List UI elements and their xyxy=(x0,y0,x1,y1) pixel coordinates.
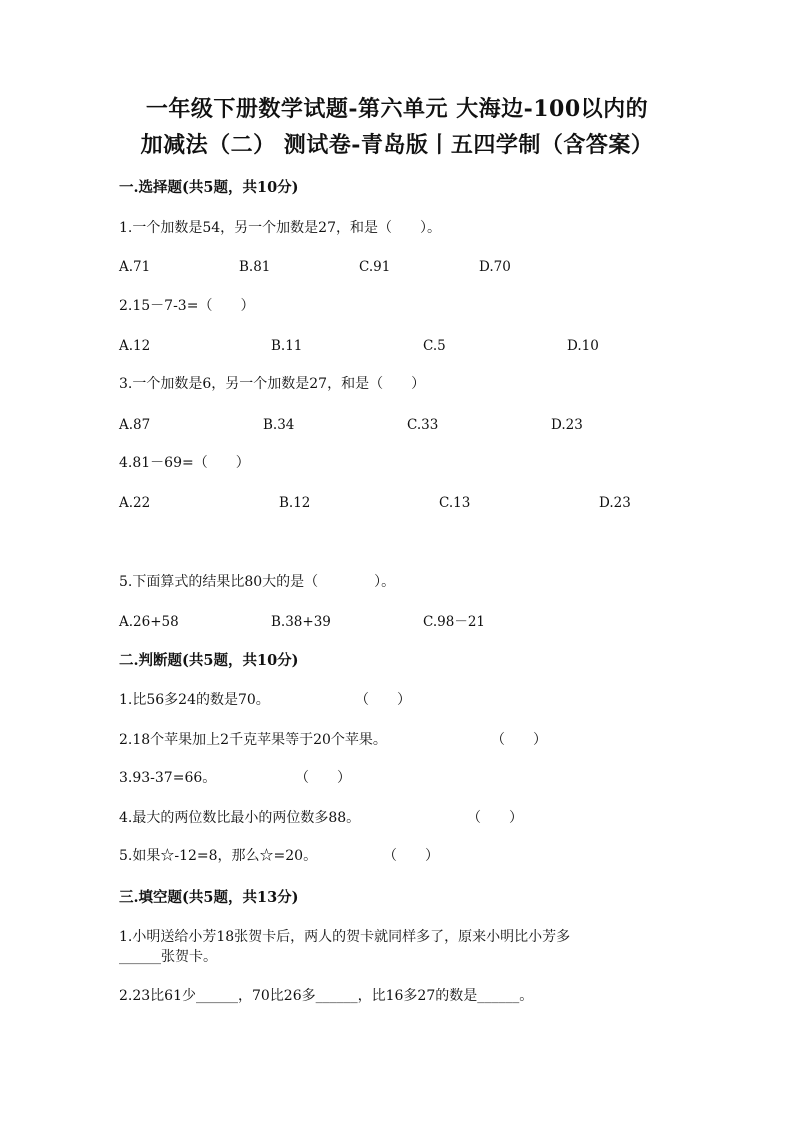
choice-q1-option-d: D.70 xyxy=(479,259,511,275)
judgement-question-3: 3.93-37=66。 xyxy=(119,770,217,786)
choice-q5-option-b: B.38+39 xyxy=(271,614,331,630)
judgement-question-1: 1.比56多24的数是70。 xyxy=(119,692,270,708)
choice-q3-option-d: D.23 xyxy=(551,417,583,433)
choice-q4-option-a: A.22 xyxy=(119,495,151,511)
page-title-line-1: 一年级下册数学试题-第六单元 大海边-100以内的 xyxy=(145,96,649,122)
choice-q2-option-d: D.10 xyxy=(567,338,599,354)
choice-question-4: 4.81－69=（ ） xyxy=(119,455,250,471)
judgement-q5-answer-blank: （ ） xyxy=(383,848,439,864)
section-heading-choice: 一.选择题(共5题，共10分) xyxy=(119,179,299,196)
judgement-question-5: 5.如果☆-12=8，那么☆=20。 xyxy=(119,848,318,864)
choice-q3-option-b: B.34 xyxy=(263,417,295,433)
choice-q4-option-c: C.13 xyxy=(439,495,471,511)
judgement-q3-answer-blank: （ ） xyxy=(295,770,351,786)
judgement-q1-answer-blank: （ ） xyxy=(355,692,411,708)
choice-q5-option-c: C.98－21 xyxy=(423,614,485,630)
choice-q2-option-c: C.5 xyxy=(423,338,446,354)
choice-question-1: 1.一个加数是54，另一个加数是27，和是（ ）。 xyxy=(119,220,441,236)
page-title-line-2: 加减法（二） 测试卷-青岛版丨五四学制（含答案） xyxy=(140,132,654,158)
choice-question-3: 3.一个加数是6，另一个加数是27，和是（ ） xyxy=(119,376,426,392)
choice-question-5: 5.下面算式的结果比80大的是（ ）。 xyxy=(119,574,396,590)
section-heading-fill-blank: 三.填空题(共5题，共13分) xyxy=(119,889,299,906)
choice-q1-option-b: B.81 xyxy=(239,259,271,275)
judgement-q4-answer-blank: （ ） xyxy=(467,810,523,826)
choice-q5-option-a: A.26+58 xyxy=(119,614,179,630)
fill-question-1: 1.小明送给小芳18张贺卡后，两人的贺卡就同样多了，原来小明比小芳多 xyxy=(119,929,571,945)
judgement-question-4: 4.最大的两位数比最小的两位数多88。 xyxy=(119,810,361,826)
choice-question-2: 2.15－7-3=（ ） xyxy=(119,298,255,314)
choice-q3-option-a: A.87 xyxy=(119,417,151,433)
choice-q3-option-c: C.33 xyxy=(407,417,439,433)
choice-q1-option-a: A.71 xyxy=(119,259,151,275)
choice-q4-option-b: B.12 xyxy=(279,495,311,511)
judgement-q2-answer-blank: （ ） xyxy=(491,732,547,748)
choice-q2-option-b: B.11 xyxy=(271,338,303,354)
choice-q4-option-d: D.23 xyxy=(599,495,631,511)
choice-q2-option-a: A.12 xyxy=(119,338,151,354)
fill-question-2: 2.23比61少______，70比26多______，比16多27的数是______。 xyxy=(119,988,534,1004)
section-heading-judgement: 二.判断题(共5题，共10分) xyxy=(119,652,299,669)
fill-question-1-continued: ______张贺卡。 xyxy=(119,949,217,965)
choice-q1-option-c: C.91 xyxy=(359,259,391,275)
judgement-question-2: 2.18个苹果加上2千克苹果等于20个苹果。 xyxy=(119,732,387,748)
